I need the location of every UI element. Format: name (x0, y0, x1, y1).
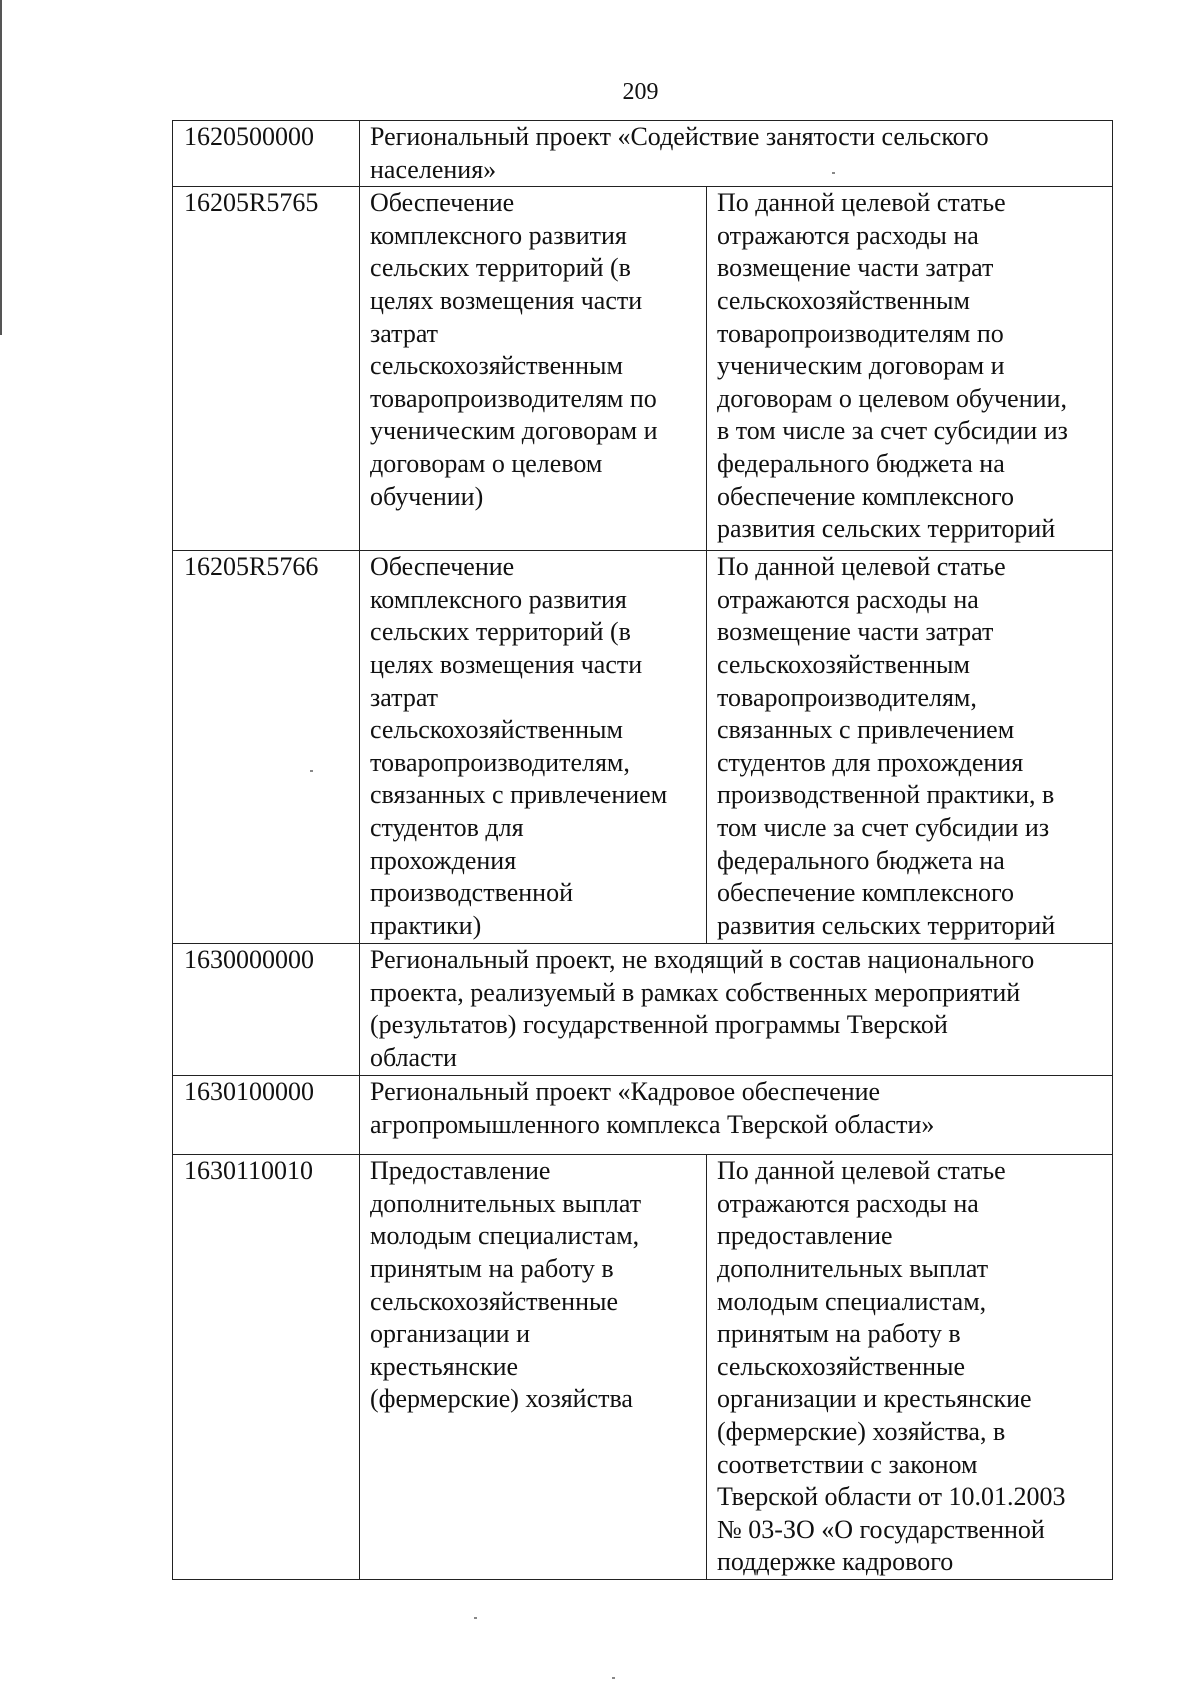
table-row (173, 121, 1113, 187)
target-code-cell: 1630000000 (173, 944, 360, 1076)
budget-classification-table (172, 120, 1113, 1580)
target-code-cell: 1630100000 (173, 1076, 360, 1155)
table-row (173, 1076, 1113, 1155)
expense-name-cell: Обеспечение комплексного развития сельских территорий (в целях возмещения части затрат сельскохозяйственным товаропроизводителям по ученическим договорам и договорам о целевом обучении) (360, 187, 707, 551)
target-code-cell: 16205R5766 (173, 551, 360, 944)
expense-description-cell: По данной целевой статье отражаются расходы на предоставление дополнительных выплат молодым специалистам, принятым на работу в сельскохозяйственные организации и крестьянские (фермерские) хозяйства, в соответствии с законом Тверской области от 10.01.2003 № 03-ЗО «О государственной поддержке кадрового (707, 1155, 1113, 1580)
target-code-cell: 16205R5765 (173, 187, 360, 551)
scan-speck (310, 770, 313, 772)
project-title-cell: Региональный проект «Кадровое обеспечение агропромышленного комплекса Тверской области» (360, 1076, 1113, 1155)
table-row (173, 187, 1113, 551)
scan-page-edge (0, 0, 2, 335)
scan-speck (832, 172, 835, 174)
table-row (173, 1155, 1113, 1580)
scan-speck (612, 1677, 615, 1679)
expense-description-cell: По данной целевой статье отражаются расходы на возмещение части затрат сельскохозяйственным товаропроизводителям, связанных с привлечением студентов для прохождения производственной практики, в том числе за счет субсидии из федерального бюджета на обеспечение комплексного развития сельских территорий (707, 551, 1113, 944)
page-number: 209 (622, 79, 659, 105)
expense-name-cell: Обеспечение комплексного развития сельских территорий (в целях возмещения части затрат сельскохозяйственным товаропроизводителям, связанных с привлечением студентов для прохождения производственной практики) (360, 551, 707, 944)
expense-name-cell: Предоставление дополнительных выплат молодым специалистам, принятым на работу в сельскохозяйственные организации и крестьянские (фермерские) хозяйства (360, 1155, 707, 1580)
target-code-cell: 1630110010 (173, 1155, 360, 1580)
project-title-cell: Региональный проект, не входящий в состав национального проекта, реализуемый в рамках собственных мероприятий (результатов) государственной программы Тверской области (360, 944, 1113, 1076)
target-code-cell: 1620500000 (173, 121, 360, 187)
expense-description-cell: По данной целевой статье отражаются расходы на возмещение части затрат сельскохозяйственным товаропроизводителям по ученическим договорам и договорам о целевом обучении, в том числе за счет субсидии из федерального бюджета на обеспечение комплексного развития сельских территорий (707, 187, 1113, 551)
scan-speck (474, 1617, 477, 1619)
table-row (173, 944, 1113, 1076)
table-row (173, 551, 1113, 944)
project-title-cell: Региональный проект «Содействие занятости сельского населения» (360, 121, 1113, 187)
